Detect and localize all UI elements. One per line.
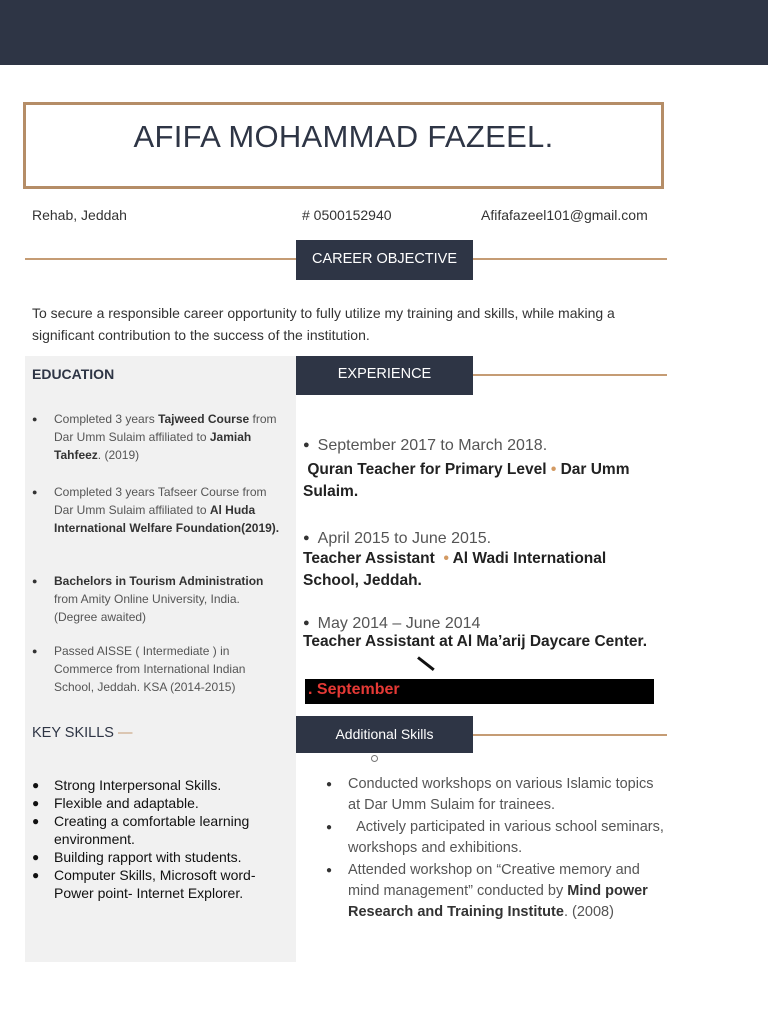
list-item: ● Building rapport with students. bbox=[32, 849, 242, 865]
experience-date: ● September 2017 to March 2018. bbox=[303, 437, 548, 454]
list-item: ● Flexible and adaptable. bbox=[32, 795, 199, 811]
list-item: ● Computer Skills, Microsoft word- Power point- Internet Explorer. bbox=[32, 867, 256, 901]
education-item: ● Passed AISSE ( Intermediate ) in Commerce from International Indian School, Jeddah. KSA (2014-2015) bbox=[32, 644, 246, 694]
experience-divider bbox=[473, 374, 667, 376]
education-item: ● Completed 3 years Tajweed Course from Dar Umm Sulaim affiliated to Jamiah Tahfeez. (2019) bbox=[32, 412, 277, 462]
circle-icon bbox=[371, 755, 378, 762]
list-item: ● Actively participated in various school seminars, workshops and exhibitions. bbox=[326, 819, 681, 856]
list-item: ● Creating a comfortable learning environment. bbox=[32, 813, 250, 847]
bullet-icon: ● bbox=[32, 778, 40, 792]
objective-text: To secure a responsible career opportunity to fully utilize my training and skills, while making a significant contribution to the success of the institution. bbox=[32, 305, 615, 343]
additional-skills-heading: Additional Skills bbox=[296, 716, 473, 753]
bullet-icon: ● bbox=[303, 617, 310, 629]
bullet-icon: ● bbox=[32, 414, 38, 424]
experience-date: ● April 2015 to June 2015. bbox=[303, 530, 492, 547]
experience-title: Teacher Assistant • Al Wadi International School, Jeddah. bbox=[303, 550, 607, 589]
divider-left bbox=[25, 258, 297, 260]
bullet-icon: ● bbox=[32, 796, 40, 810]
list-item: ● Conducted workshops on various Islamic topics at Dar Umm Sulaim for trainees. bbox=[326, 776, 654, 813]
education-heading: EDUCATION bbox=[32, 366, 115, 382]
divider-right bbox=[473, 258, 667, 260]
additional-skills-divider bbox=[473, 734, 667, 736]
bullet-icon: ● bbox=[303, 439, 310, 451]
bullet-icon: ● bbox=[32, 576, 38, 586]
contact-phone: # 0500152940 bbox=[302, 207, 392, 223]
list-item: ● Strong Interpersonal Skills. bbox=[32, 777, 222, 793]
skill-list bbox=[32, 776, 287, 902]
experience-title: Teacher Assistant at Al Ma’arij Daycare Center. bbox=[303, 633, 648, 650]
education-item: ● Completed 3 years Tafseer Course from Dar Umm Sulaim affiliated to Al Huda International Welfare Foundation(2019). bbox=[32, 485, 280, 535]
bullet-icon: ● bbox=[32, 487, 38, 497]
top-banner bbox=[0, 0, 768, 65]
bullet-icon: ● bbox=[326, 779, 333, 790]
career-objective-heading: CAREER OBJECTIVE bbox=[296, 240, 473, 280]
bullet-icon: ● bbox=[32, 868, 40, 882]
list-item: ● Attended workshop on “Creative memory and mind management” conducted by Mind power Research and Training Institute. (2008) bbox=[326, 862, 648, 920]
bullet-icon: ● bbox=[32, 814, 40, 828]
experience-heading: EXPERIENCE bbox=[296, 356, 473, 395]
bullet-icon: ● bbox=[32, 646, 38, 656]
redacted-text: . September bbox=[308, 681, 400, 698]
key-skills-heading: KEY SKILLS — bbox=[32, 725, 133, 741]
bullet-icon: ● bbox=[303, 532, 310, 544]
education-item: ● Bachelors in Tourism Administration from Amity Online University, India. (Degree awaited) bbox=[32, 574, 264, 624]
redaction-bar bbox=[305, 679, 654, 704]
candidate-name: AFIFA MOHAMMAD FAZEEL. bbox=[133, 119, 554, 154]
bullet-icon: ● bbox=[326, 822, 333, 833]
contact-email: Afifafazeel101@gmail.com bbox=[481, 207, 648, 223]
experience-title: Quran Teacher for Primary Level • Dar Umm Sulaim. bbox=[303, 461, 630, 500]
bullet-icon: ● bbox=[32, 850, 40, 864]
stray-mark bbox=[417, 656, 435, 671]
name-frame bbox=[23, 102, 664, 189]
contact-location: Rehab, Jeddah bbox=[32, 207, 127, 223]
bullet-icon: ● bbox=[326, 865, 333, 876]
experience-date: ● May 2014 – June 2014 bbox=[303, 615, 481, 632]
